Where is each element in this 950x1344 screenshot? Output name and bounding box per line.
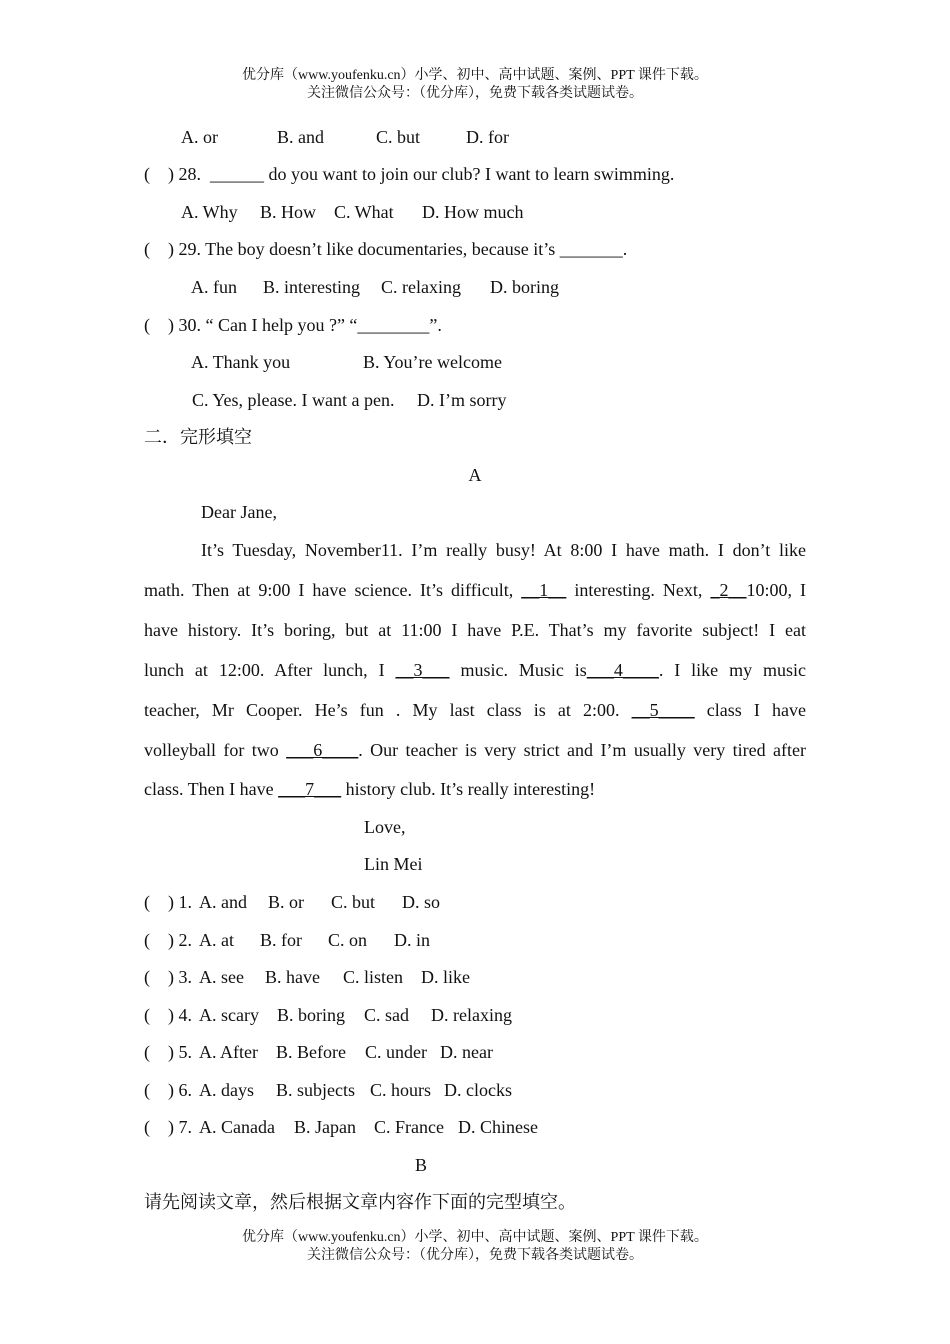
option-b: B. have [265, 967, 320, 987]
passage-text: interesting. Next, [566, 580, 711, 600]
q28-option-b: B. How [260, 202, 317, 222]
option-b: B. Japan [294, 1117, 356, 1137]
option-a: A. at [199, 930, 234, 950]
option-d: D. in [394, 930, 430, 950]
passage-text: lunch at 12:00. After lunch, I [144, 660, 396, 680]
blank-3: __3___ [395, 660, 450, 680]
option-a: A. After [199, 1042, 258, 1062]
option-c: C. hours [370, 1080, 432, 1100]
passage-line-6 [144, 739, 806, 761]
page-header-line2: 关注微信公众号：（优分库），免费下载各类试题试卷。 [307, 86, 643, 101]
option-d: D. clocks [444, 1080, 512, 1100]
passage-text: 10:00, I [746, 580, 806, 600]
question-number: ( ) 2. [144, 930, 192, 950]
q30-option-b: B. You’re welcome [363, 352, 502, 372]
option-d: D. like [421, 967, 470, 987]
q28-option-a: A. Why [181, 202, 238, 222]
passage-text: teacher, Mr Cooper. He’s fun . My last class is at 2:00. [144, 700, 632, 720]
question-number: ( ) 5. [144, 1042, 192, 1062]
blank-7: ___7___ [278, 779, 342, 799]
passage-line-3 [144, 619, 806, 641]
letter-closing: Love, [364, 817, 406, 837]
option-a: A. Canada [199, 1117, 275, 1137]
q28-option-c: C. What [334, 202, 394, 222]
passage-line-1 [201, 539, 806, 561]
passage-text: . Our teacher is very strict and I’m usually very tired after [358, 740, 806, 760]
option-c: C. under [365, 1042, 427, 1062]
question-number: ( ) 1. [144, 892, 192, 912]
option-c: C. sad [364, 1005, 409, 1025]
q28-option-d: D. How much [422, 202, 524, 222]
q27-option-b: B. and [277, 127, 324, 147]
option-a: A. and [199, 892, 247, 912]
option-b: B. or [268, 892, 304, 912]
option-c: C. but [331, 892, 376, 912]
passage-text: math. Then at 9:00 I have science. It’s difficult, [144, 580, 522, 600]
question-number: ( ) 7. [144, 1117, 192, 1137]
page-header-line1: 优分库（www.youfenku.cn）小学、初中、高中试题、案例、PPT 课件下载。 [242, 68, 708, 83]
q30-option-c: C. Yes, please. I want a pen. [192, 390, 395, 410]
passage-line-7 [144, 778, 595, 800]
q29-option-a: A. fun [191, 277, 237, 297]
passage-a-label: A [468, 465, 482, 485]
q29-option-b: B. interesting [263, 277, 360, 297]
q29-option-d: D. boring [490, 277, 559, 297]
passage-text: have history. It’s boring, but at 11:00 I have P.E. That’s my favorite subject! I eat [144, 620, 806, 640]
section-title: 二．完形填空 [144, 427, 252, 447]
passage-text: It’s Tuesday, November11. I’m really busy! At 8:00 I have math. I don’t like [201, 540, 806, 560]
option-d: D. relaxing [431, 1005, 512, 1025]
option-d: D. near [440, 1042, 493, 1062]
option-a: A. see [199, 967, 244, 987]
q27-option-d: D. for [466, 127, 509, 147]
blank-6: ___6____ [286, 740, 359, 760]
option-d: D. so [402, 892, 441, 912]
option-b: B. boring [277, 1005, 346, 1025]
question-number: ( ) 6. [144, 1080, 192, 1100]
option-d: D. Chinese [458, 1117, 538, 1137]
option-b: B. Before [276, 1042, 346, 1062]
option-c: C. on [328, 930, 368, 950]
q29-option-c: C. relaxing [381, 277, 461, 297]
letter-signature: Lin Mei [364, 854, 423, 874]
passage-b-label: B [415, 1155, 428, 1175]
passage-text: . I like my music [658, 660, 807, 680]
passage-line-2 [144, 579, 806, 601]
option-c: C. listen [343, 967, 404, 987]
page-footer-line1: 优分库（www.youfenku.cn）小学、初中、高中试题、案例、PPT 课件下载。 [242, 1230, 708, 1245]
question-number: ( ) 4. [144, 1005, 192, 1025]
passage-text: class. Then I have [144, 779, 279, 799]
passage-text: volleyball for two [144, 740, 287, 760]
passage-line-5 [144, 699, 806, 721]
letter-greeting: Dear Jane, [201, 502, 277, 522]
q27-option-a: A. or [181, 127, 218, 147]
blank-5: __5____ [631, 700, 695, 720]
option-b: B. subjects [276, 1080, 355, 1100]
blank-2: _2__ [710, 580, 747, 600]
page-footer-line2: 关注微信公众号：（优分库），免费下载各类试题试卷。 [307, 1248, 643, 1263]
q29-stem: ( ) 29. The boy doesn’t like documentaries, because it’s _______. [144, 239, 628, 259]
passage-text: history club. It’s really interesting! [341, 779, 596, 799]
question-number: ( ) 3. [144, 967, 192, 987]
passage-text: music. Music is [449, 660, 587, 680]
blank-4: ___4____ [586, 660, 659, 680]
q30-stem: ( ) 30. “ Can I help you ?” “________”. [144, 315, 442, 335]
passage-text: class I have [694, 700, 806, 720]
q30-option-d: D. I’m sorry [417, 390, 507, 410]
option-b: B. for [260, 930, 302, 950]
option-c: C. France [374, 1117, 444, 1137]
q28-stem: ( ) 28. ______ do you want to join our club? I want to learn swimming. [144, 164, 675, 184]
q30-option-a: A. Thank you [191, 352, 291, 372]
passage-b-instruction: 请先阅读文章，然后根据文章内容作下面的完型填空。 [144, 1192, 576, 1212]
option-a: A. scary [199, 1005, 259, 1025]
passage-line-4 [144, 659, 806, 681]
option-a: A. days [199, 1080, 254, 1100]
blank-1: __1__ [521, 580, 567, 600]
q27-option-c: C. but [376, 127, 421, 147]
